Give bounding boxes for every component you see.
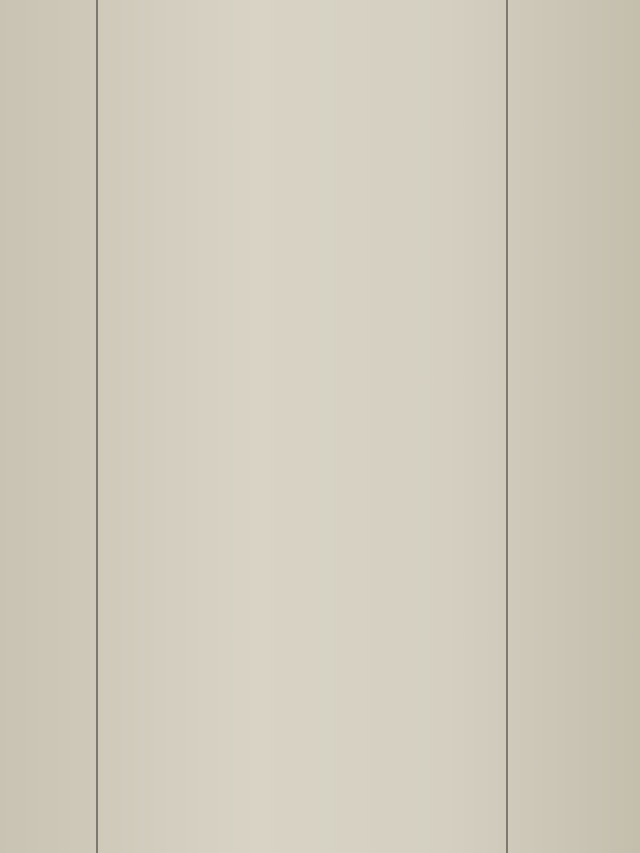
column-rule-left xyxy=(96,0,98,853)
column-rule-right xyxy=(506,0,508,853)
